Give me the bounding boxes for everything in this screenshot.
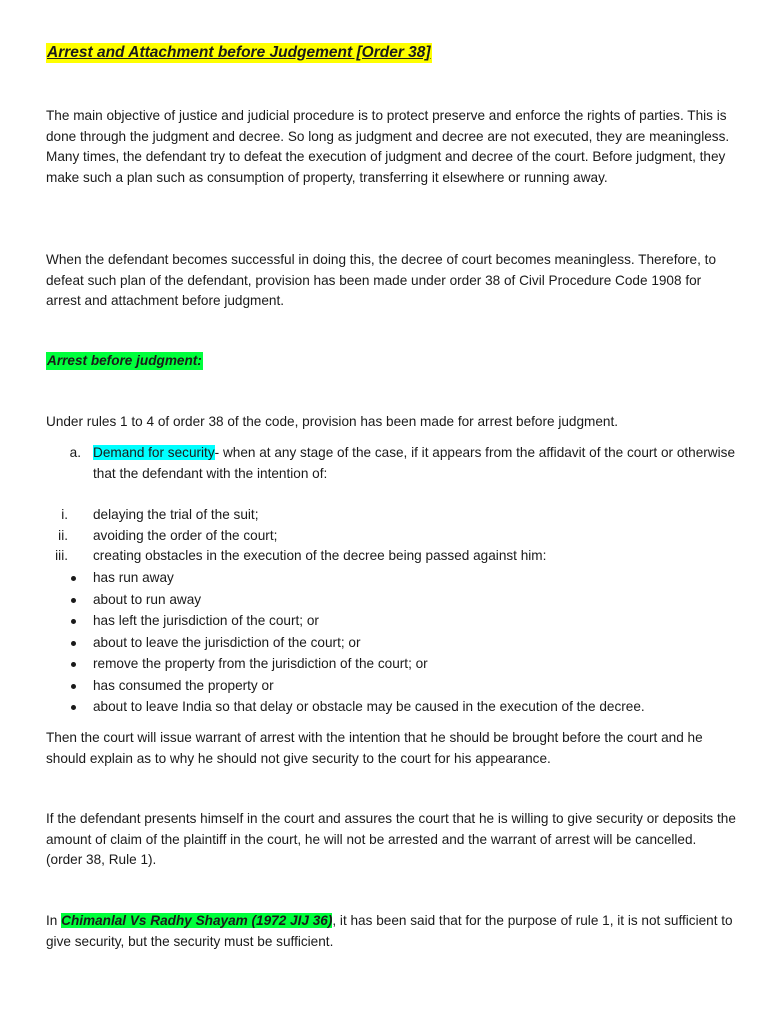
bullet-icon — [71, 662, 76, 667]
highlight-demand-for-security: Demand for security — [93, 445, 215, 460]
paragraph-rules: Under rules 1 to 4 of order 38 of the code, provision has been made for arrest before judgment. — [46, 414, 619, 429]
paragraph-objective: The main objective of justice and judicial procedure is to protect preserve and enforce the rights of parties. This is done through the judgment and decree. So long as judgment and decree are not executed, they are meaningless. Many times, the defendant try to defeat the execution of judgment and decree of the court. Before judgment, they make such a plan such as consumption of property, transferring it elsewhere or running away. — [46, 108, 730, 186]
paragraph-defendant-success: When the defendant becomes successful in doing this, the decree of court becomes meaningless. Therefore, to defeat such plan of the defendant, provision has been made under order 38 of Civil Procedure Code 1908 for arrest and attachment before judgment. — [46, 252, 717, 309]
paragraph-warrant: Then the court will issue warrant of arrest with the intention that he should be brought before the court and he should explain as to why he should not give security to the court for his appearance. — [46, 730, 703, 766]
highlight-case-citation: Chimanlal Vs Radhy Shayam (1972 JIJ 36) — [61, 913, 333, 928]
bullet-icon — [71, 705, 76, 710]
list-marker: ii. — [58, 528, 68, 543]
item-a-text: - when at any stage of the case, if it appears from the affidavit of the court or otherwise that the defendant with the intention of: — [93, 445, 736, 481]
bullet-icon — [71, 619, 76, 624]
bullet-icon — [71, 641, 76, 646]
paragraph-security-deposit: If the defendant presents himself in the court and assures the court that he is willing to give security or deposits the amount of claim of the plaintiff in the court, he will not be arrested and the warrant of arrest will be cancelled. (order 38, Rule 1). — [46, 811, 736, 868]
list-marker: iii. — [55, 548, 68, 563]
bullet-icon — [71, 576, 76, 581]
subheading-arrest-before-judgment: Arrest before judgment: — [47, 353, 202, 368]
bullet-icon — [71, 598, 76, 603]
roman-item-text: delaying the trial of the suit; — [93, 507, 259, 522]
list-marker: i. — [61, 507, 68, 522]
roman-item-text: avoiding the order of the court; — [93, 528, 278, 543]
roman-item-text: creating obstacles in the execution of the decree being passed against him: — [93, 548, 547, 563]
bullet-icon — [71, 684, 76, 689]
list-marker: a. — [69, 445, 81, 460]
paragraph-case-law: In Chimanlal Vs Radhy Shayam (1972 JIJ 36), it has been said that for the purpose of rule 1, it is not sufficient to give security, but the security must be sufficient. — [46, 913, 733, 949]
document-title: Arrest and Attachment before Judgement [Order 38] — [47, 44, 431, 61]
